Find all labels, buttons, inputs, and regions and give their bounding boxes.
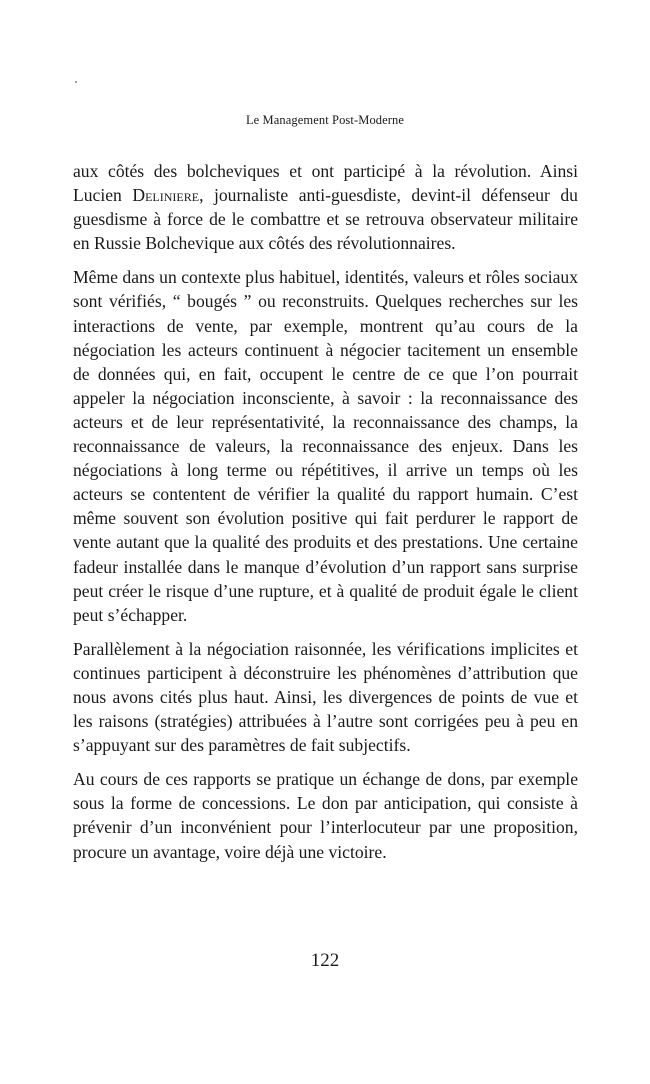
paragraph-4: Au cours de ces rapports se pratique un échange de dons, par exemple sous la forme de concessions. Le don par anticipation, qui consiste à prévenir d’un inconvénient pour l’interlocuteur par une proposition, procure un avantage, voire déjà une victoire. — [73, 769, 578, 862]
scan-speck — [75, 81, 77, 83]
page-number: 122 — [310, 950, 340, 971]
paragraph-1 — [73, 159, 578, 255]
paragraph-1-text-before: aux côtés des bolcheviques et ont participé à la révolution. Ainsi Lucien — [73, 161, 578, 206]
body-text — [73, 159, 578, 874]
paragraph-2: Même dans un contexte plus habituel, identités, valeurs et rôles sociaux sont vérifiés, “ bougés ” ou reconstruits. Quelques recherches sur les interactions de vente, par exemple, montrent qu’au cours de la négociation les acteurs continuent à négocier tacitement un ensemble de données qui, en fait, occupent le centre de ce que l’on pourrait appeler la négociation inconsciente, à savoir : la reconnaissance des acteurs et de leur représentativité, la reconnaissance des champs, la reconnaissance de valeurs, la reconnaissance des enjeux. Dans les négociations à long terme ou répétitives, il arrive un temps où les acteurs se contentent de vérifier la qualité du rapport humain. C’est même souvent son évolution positive qui fait perdurer le rapport de vente autant que la qualité des produits et des prestations. Une certaine fadeur installée dans le manque d’évolution d’un rapport sans surprise peut créer le risque d’une rupture, et à qualité de produit égale le client peut s’échapper. — [73, 267, 578, 625]
paragraph-1-text-after: , journaliste anti-guesdiste, devint-il défenseur du guesdisme à force de le combattre et se retrouva observateur militaire en Russie Bolchevique aux côtés des révolutionnaires. — [73, 185, 578, 254]
person-name: Deliniere — [132, 185, 200, 206]
running-header: Le Management Post-Moderne — [245, 113, 405, 127]
paragraph-3: Parallèlement à la négociation raisonnée, les vérifications implicites et continues participent à déconstruire les phénomènes d’attribution que nous avons cités plus haut. Ainsi, les divergences de points de vue et les raisons (stratégies) attribuées à l’autre sont corrigées peu à peu en s’appuyant sur des paramètres de fait subjectifs. — [73, 638, 578, 756]
